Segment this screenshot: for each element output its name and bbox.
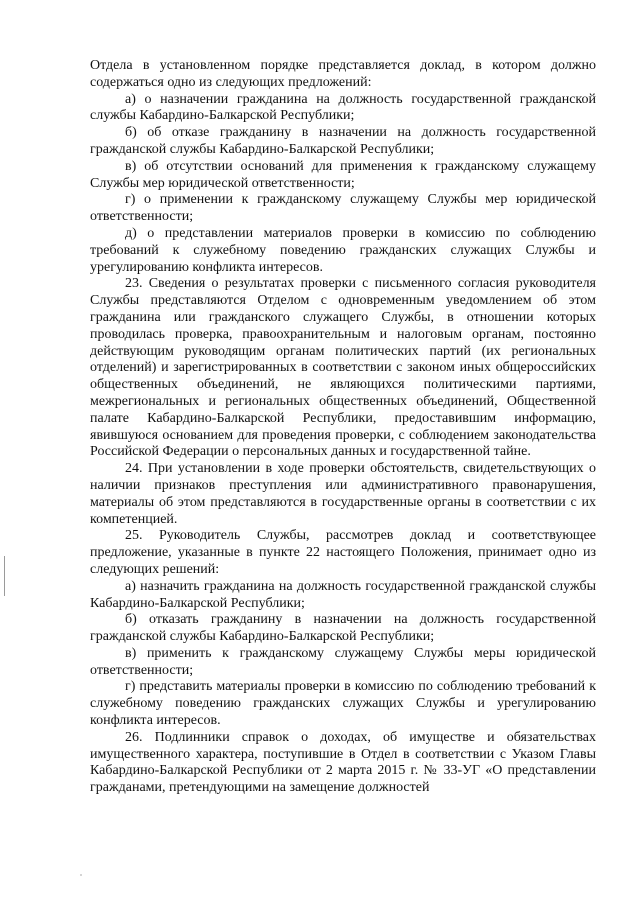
paragraph-decision-g: г) представить материалы проверки в комиссию по соблюдению требований к служебному поведению гражданских служащих Службы и урегулированию конфликта интересов.: [90, 679, 596, 729]
paragraph-intro: Отдела в установленном порядке представляется доклад, в котором должно содержаться одно из следующих предложений:: [90, 58, 596, 90]
document-page: [90, 58, 596, 797]
paragraph-decision-a: а) назначить гражданина на должность государственной гражданской службы Кабардино-Балкарской Республики;: [90, 578, 596, 611]
paragraph-option-g: г) о применении к гражданскому служащему Службы мер юридической ответственности;: [90, 192, 596, 225]
scan-speck: [80, 874, 82, 876]
paragraph-option-b: б) об отказе гражданину в назначении на должность государственной гражданской службы Кабардино-Балкарской Республики;: [90, 125, 596, 157]
paragraph-option-a: а) о назначении гражданина на должность государственной гражданской службы Кабардино-Балкарской Республики;: [90, 91, 596, 124]
paragraph-24: 24. При установлении в ходе проверки обстоятельств, свидетельствующих о наличии признаков преступления или административного правонарушения, материалы об этом представляются в государственные органы в соответствии с их компетенцией.: [90, 461, 596, 527]
scan-edge-mark: [4, 556, 5, 596]
paragraph-decision-b: б) отказать гражданину в назначении на должность государственной гражданской службы Кабардино-Балкарской Республики;: [90, 612, 596, 645]
paragraph-25: 25. Руководитель Службы, рассмотрев доклад и соответствующее предложение, указанные в пункте 22 настоящего Положения, принимает одно из следующих решений:: [90, 528, 596, 577]
paragraph-26: 26. Подлинники справок о доходах, об имуществе и обязательствах имущественного характера, поступившие в Отдел в соответствии с Указом Главы Кабардино-Балкарской Республики от 2 марта 2015 г. № 33-УГ «О представлении гражданами, претендующими на замещение должностей: [90, 729, 596, 796]
paragraph-23: 23. Сведения о результатах проверки с письменного согласия руководителя Службы представляются Отделом с одновременным уведомлением об этом гражданина или гражданского служащего Службы, в отношении которых проводилась проверка, правоохранительным и налоговым органам, постоянно действующим руководящим органам политических партий (их региональных отделений) и зарегистрированных в соответствии с законом иных общероссийских общественных объединений, не являющихся политическими партиями, межрегиональных и региональных общественных объединений, Общественной палате Кабардино-Балкарской Республики, предоставившим информацию, явившуюся основанием для проведения проверки, с соблюдением законодательства Российской Федерации о персональных данных и государственной тайне.: [90, 276, 596, 460]
paragraph-decision-v: в) применить к гражданскому служащему Службы меры юридической ответственности;: [90, 645, 596, 678]
paragraph-option-v: в) об отсутствии оснований для применения к гражданскому служащему Службы мер юридической ответственности;: [90, 158, 596, 191]
paragraph-option-d: д) о представлении материалов проверки в комиссию по соблюдению требований к служебному поведению гражданских служащих Службы и урегулированию конфликта интересов.: [90, 225, 596, 275]
